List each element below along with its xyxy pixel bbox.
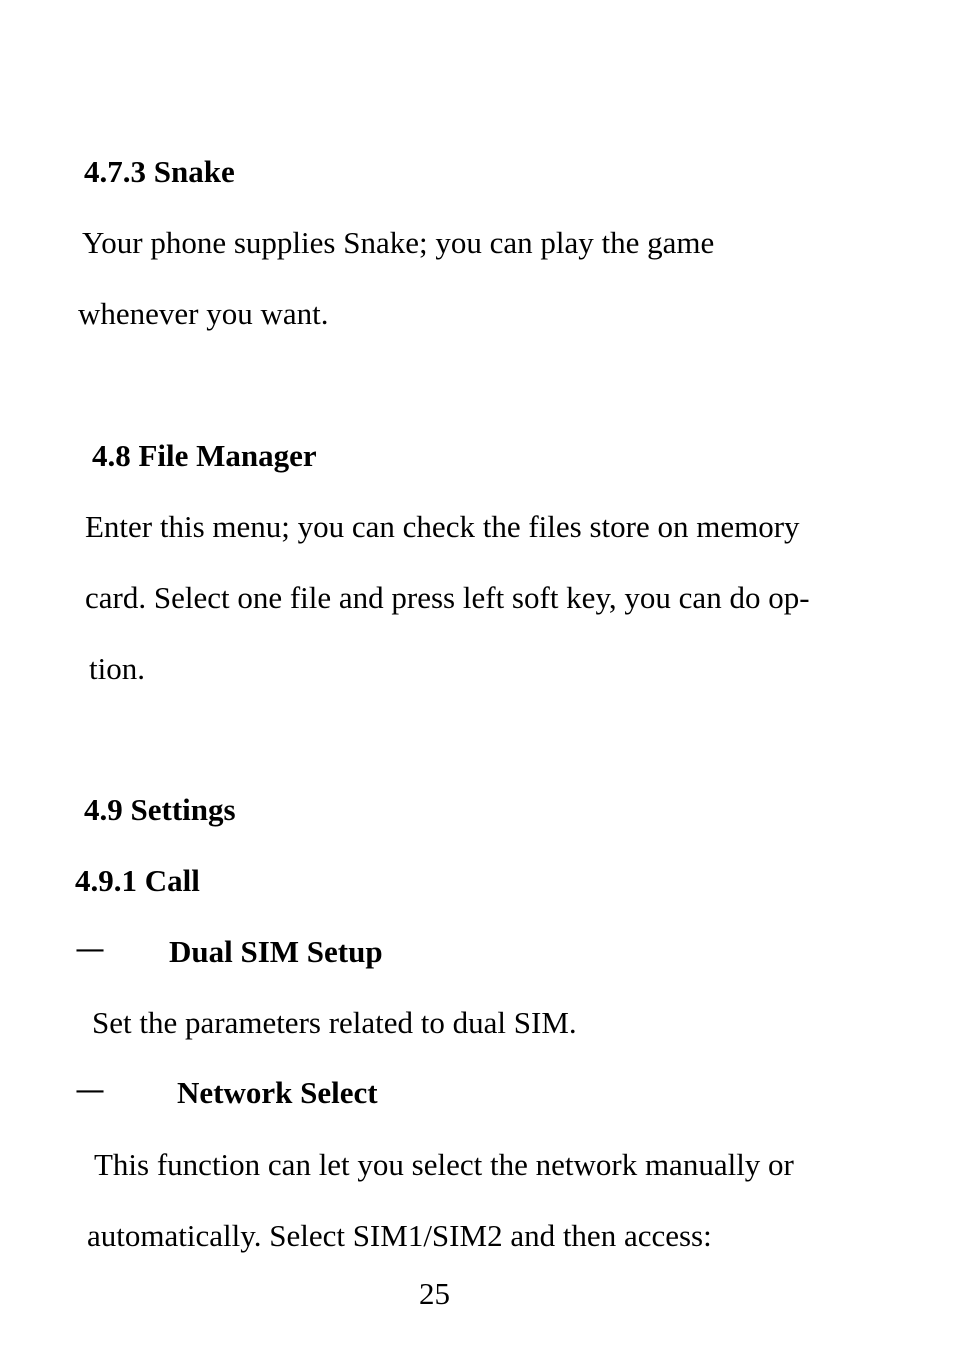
page-number: 25	[419, 1276, 450, 1311]
file-manager-body-line: card. Select one file and press left soft key, you can do op-	[85, 580, 810, 615]
network-select-body-line: automatically. Select SIM1/SIM2 and then access:	[87, 1218, 712, 1253]
subsection-heading-call: 4.9.1 Call	[75, 863, 200, 898]
file-manager-body-line: tion.	[89, 651, 145, 686]
bullet-dash: —	[75, 1073, 105, 1108]
bullet-dash: —	[75, 932, 105, 967]
section-heading-settings: 4.9 Settings	[84, 792, 236, 827]
item-title-network-select: Network Select	[177, 1075, 378, 1110]
section-heading-file-manager: 4.8 File Manager	[92, 438, 317, 473]
network-select-body-line: This function can let you select the network manually or	[94, 1147, 794, 1182]
snake-body-line: Your phone supplies Snake; you can play the game	[82, 225, 715, 260]
dual-sim-setup-body-line: Set the parameters related to dual SIM.	[92, 1005, 577, 1040]
item-title-dual-sim-setup: Dual SIM Setup	[169, 934, 383, 969]
file-manager-body-line: Enter this menu; you can check the files store on memory	[85, 509, 800, 544]
snake-body-line: whenever you want.	[78, 296, 329, 331]
section-heading-snake: 4.7.3 Snake	[84, 154, 235, 189]
